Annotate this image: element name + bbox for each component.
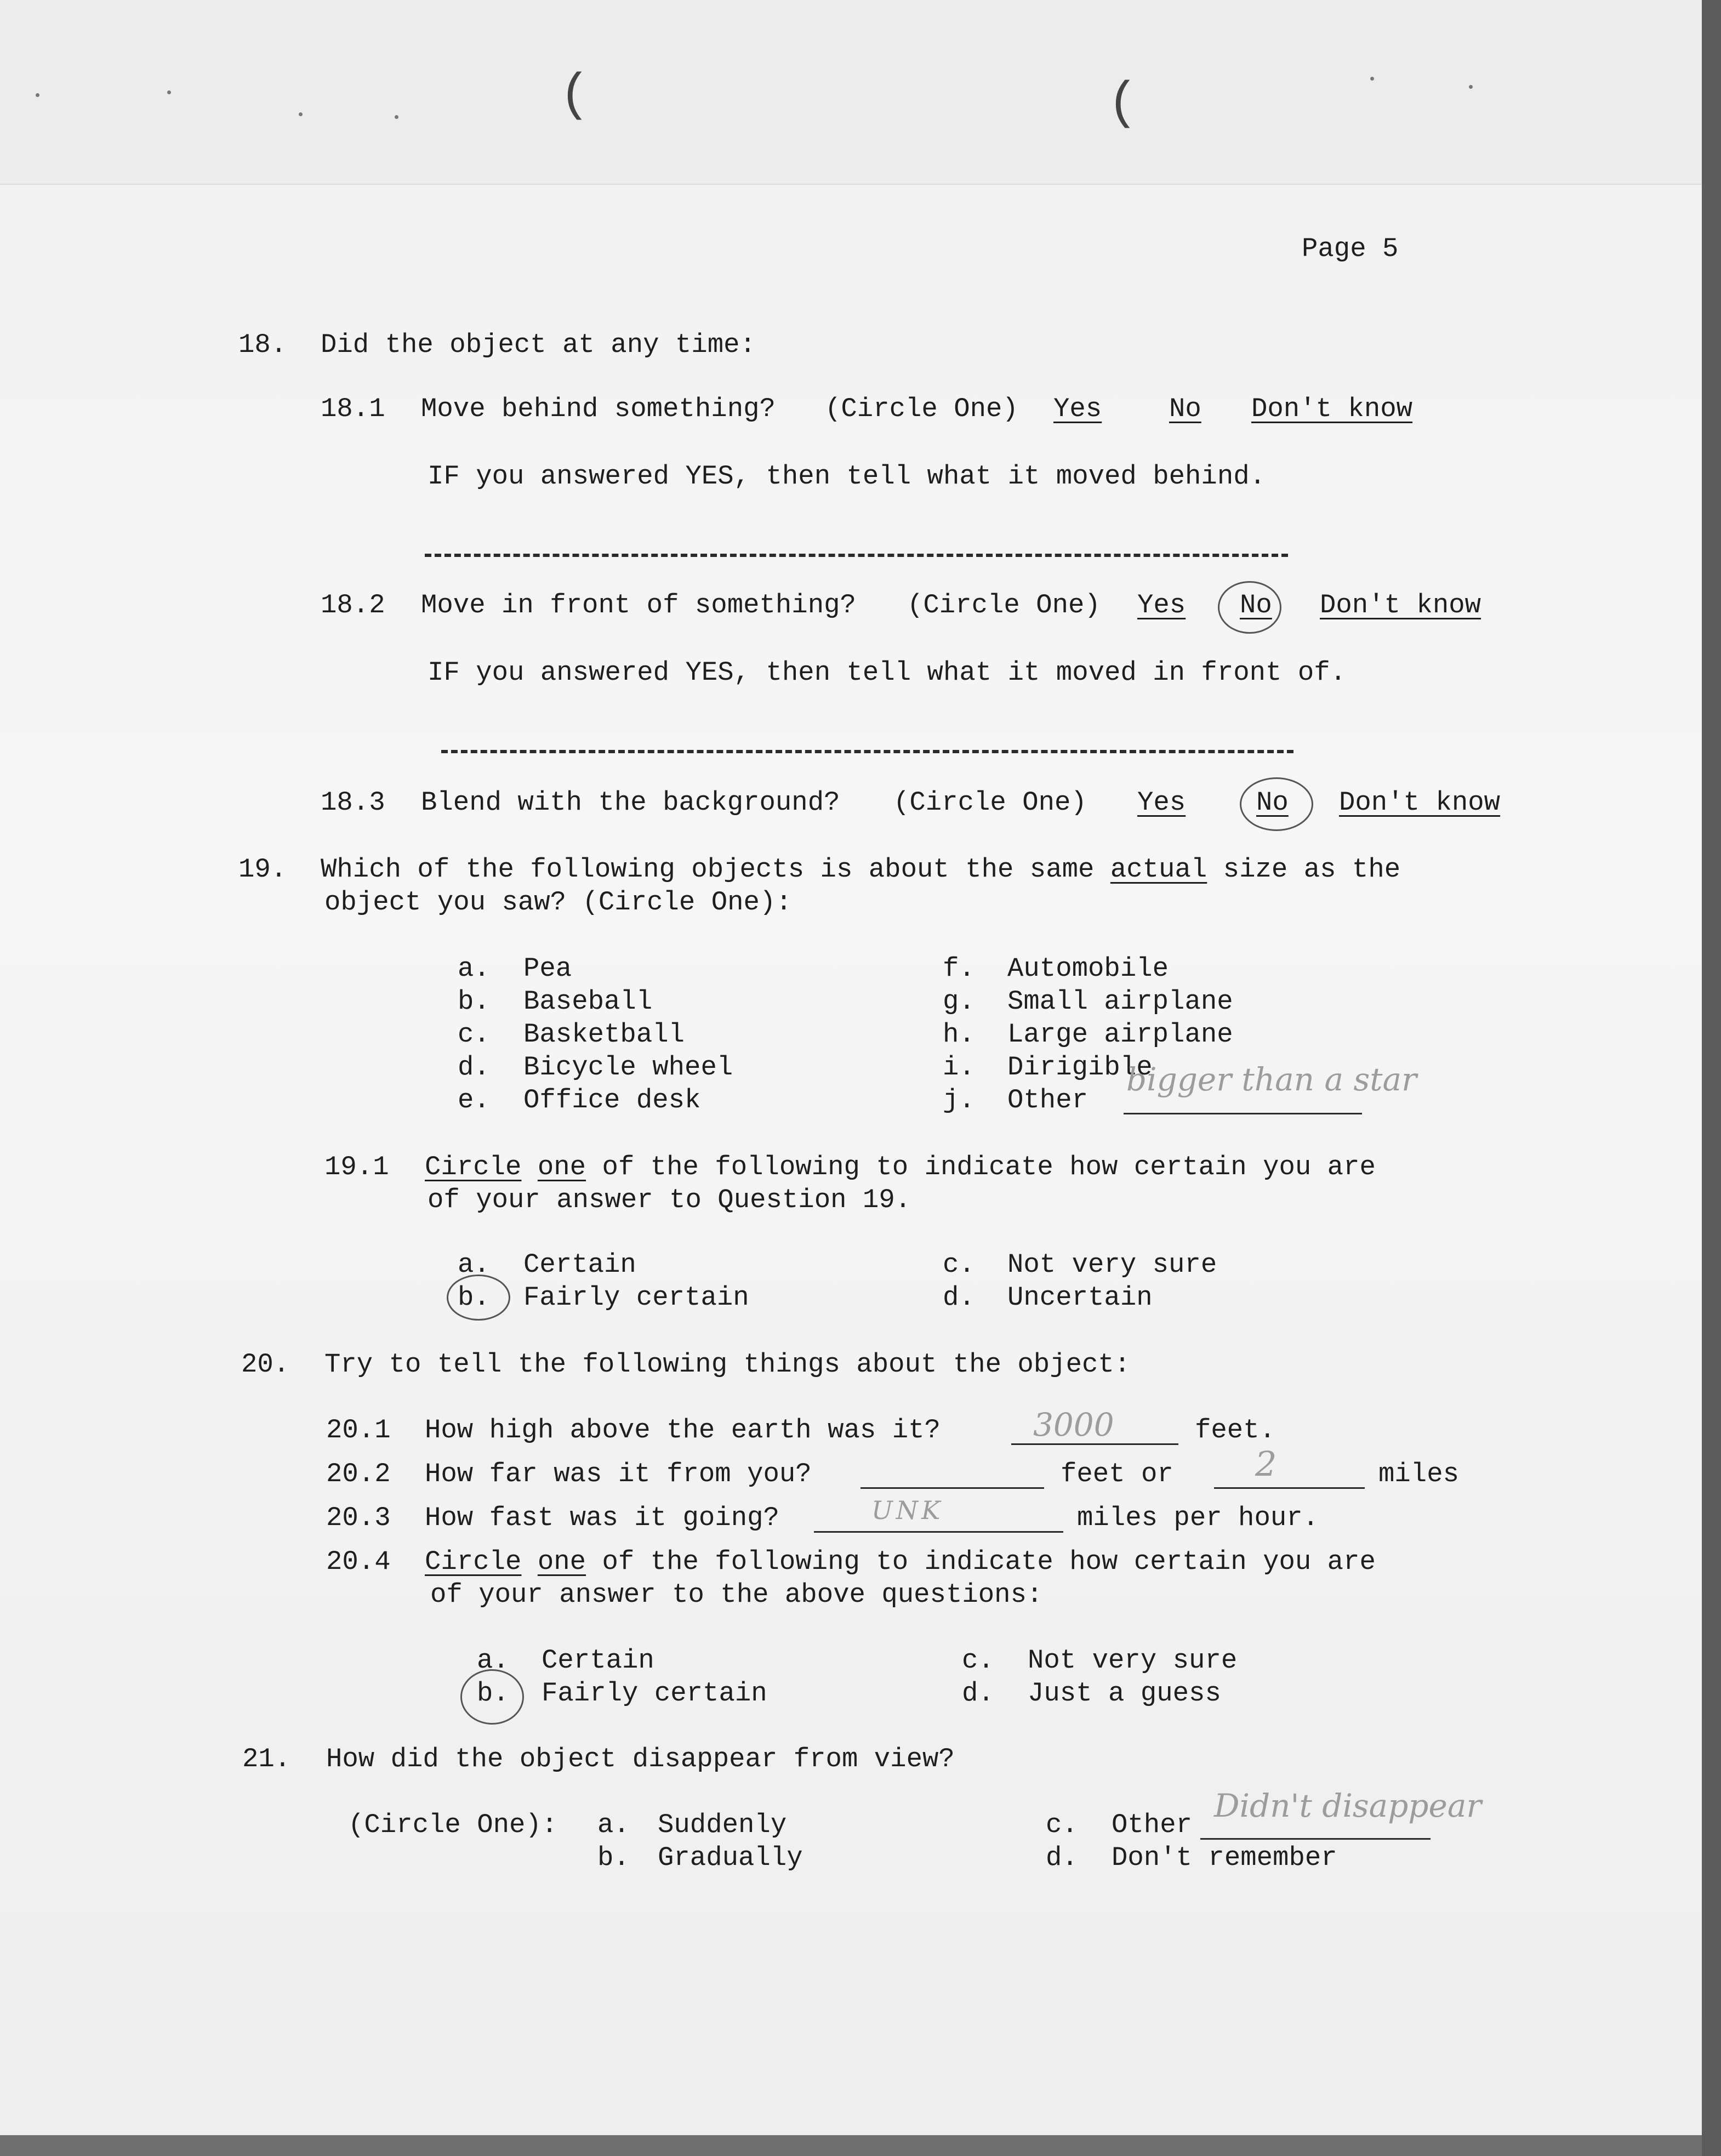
- q21-option-dont-remember[interactable]: Don't remember: [1112, 1842, 1337, 1873]
- q18-2-text: Move in front of something?: [421, 590, 856, 621]
- q19-option-large-airplane[interactable]: Large airplane: [1007, 1019, 1233, 1050]
- q19-text-line2: object you saw? (Circle One):: [324, 887, 792, 918]
- q19-option-letter: g.: [943, 986, 975, 1017]
- q19-1-b-circled-mark: [447, 1275, 510, 1321]
- q19-option-dirigible[interactable]: Dirigible: [1007, 1052, 1153, 1083]
- q21-option-other[interactable]: Other: [1112, 1810, 1193, 1840]
- q18-3-option-no[interactable]: No: [1256, 787, 1289, 818]
- q19-1-letter-c: c.: [943, 1249, 975, 1280]
- q19-1-letter-a: a.: [458, 1249, 490, 1280]
- q20-1-handwritten-answer: 3000: [1033, 1406, 1114, 1443]
- q18-number: 18.: [238, 329, 287, 360]
- punch-mark-left: (: [559, 66, 591, 125]
- q19-option-other[interactable]: Other: [1007, 1085, 1089, 1116]
- q20-2-text: How far was it from you?: [425, 1459, 812, 1489]
- q21-letter-b: b.: [597, 1842, 630, 1873]
- q21-other-handwritten-answer: Didn't disappear: [1214, 1787, 1482, 1824]
- bottom-edge: [0, 2135, 1721, 2156]
- q19-option-letter: h.: [943, 1019, 975, 1050]
- q18-2-option-no[interactable]: No: [1240, 590, 1272, 621]
- q20-4-option-not-very-sure[interactable]: Not very sure: [1028, 1645, 1238, 1676]
- q18-1-text: Move behind something?: [421, 394, 776, 424]
- q19-option-letter: a.: [458, 953, 490, 984]
- q19-other-answer-line[interactable]: [1124, 1113, 1362, 1114]
- q20-2-unit-miles: miles: [1378, 1459, 1460, 1489]
- q19-1-option-fairly-certain[interactable]: Fairly certain: [523, 1282, 749, 1313]
- q18-1-circle-instruction: (Circle One): [825, 394, 1018, 424]
- q21-letter-a: a.: [597, 1810, 630, 1840]
- q18-3-text: Blend with the background?: [421, 787, 840, 818]
- q19-1-number: 19.1: [324, 1152, 389, 1182]
- q19-option-small-airplane[interactable]: Small airplane: [1007, 986, 1233, 1017]
- q20-text: Try to tell the following things about the object:: [324, 1349, 1131, 1380]
- q20-1-text: How high above the earth was it?: [425, 1415, 941, 1446]
- right-edge: [1702, 0, 1721, 2156]
- speck: [299, 112, 303, 116]
- q19-1-text-line1: Circle one of the following to indicate how certain you are: [425, 1152, 1376, 1182]
- q20-2-unit-feet: feet or: [1061, 1459, 1173, 1489]
- q19-text-line1: Which of the following objects is about the same actual size as the: [321, 854, 1401, 885]
- q19-option-letter: c.: [458, 1019, 490, 1050]
- q19-1-letter-d: d.: [943, 1282, 975, 1313]
- q18-3-option-yes[interactable]: Yes: [1137, 787, 1186, 818]
- q20-1-answer-line[interactable]: [1011, 1443, 1178, 1445]
- q19-1-option-uncertain[interactable]: Uncertain: [1007, 1282, 1153, 1313]
- q21-text: How did the object disappear from view?: [326, 1744, 955, 1774]
- q18-1-option-dont-know[interactable]: Don't know: [1251, 394, 1413, 424]
- q20-number: 20.: [241, 1349, 290, 1380]
- q20-4-text-line2: of your answer to the above questions:: [430, 1579, 1043, 1610]
- q21-option-suddenly[interactable]: Suddenly: [658, 1810, 787, 1840]
- q21-number: 21.: [242, 1744, 291, 1774]
- q20-4-b-circled-mark: [460, 1669, 524, 1725]
- q20-3-number: 20.3: [326, 1503, 391, 1533]
- q19-option-basketball[interactable]: Basketball: [523, 1019, 685, 1050]
- q19-1-letter-b: b.: [458, 1282, 490, 1313]
- q20-3-text: How fast was it going?: [425, 1503, 779, 1533]
- q19-1-option-certain[interactable]: Certain: [523, 1249, 636, 1280]
- q21-other-answer-line[interactable]: [1200, 1838, 1431, 1840]
- page-number: Page 5: [1302, 234, 1399, 264]
- q21-option-gradually[interactable]: Gradually: [658, 1842, 803, 1873]
- q19-option-automobile[interactable]: Automobile: [1007, 953, 1169, 984]
- q20-2-number: 20.2: [326, 1459, 391, 1489]
- q21-circle-instruction: (Circle One):: [348, 1810, 558, 1840]
- q20-2-handwritten-answer: 2: [1255, 1444, 1277, 1484]
- q18-2-followup: IF you answered YES, then tell what it moved in front of.: [428, 657, 1347, 688]
- speck: [395, 115, 398, 119]
- q20-4-option-fairly-certain[interactable]: Fairly certain: [542, 1678, 767, 1709]
- q19-option-letter: f.: [943, 953, 975, 984]
- q19-option-letter: d.: [458, 1052, 490, 1083]
- q18-3-circle-instruction: (Circle One): [893, 787, 1087, 818]
- q20-4-letter-c: c.: [962, 1645, 994, 1676]
- q20-4-option-just-a-guess[interactable]: Just a guess: [1028, 1678, 1221, 1709]
- q19-option-bicycle-wheel[interactable]: Bicycle wheel: [523, 1052, 733, 1083]
- q20-4-number: 20.4: [326, 1546, 391, 1577]
- q18-1-option-no[interactable]: No: [1169, 394, 1201, 424]
- q19-1-text-line2: of your answer to Question 19.: [428, 1185, 911, 1215]
- q20-3-handwritten-answer: UNK: [871, 1495, 944, 1525]
- q19-option-letter: i.: [943, 1052, 975, 1083]
- speck: [1370, 77, 1374, 81]
- q18-3-number: 18.3: [321, 787, 385, 818]
- q19-option-letter: e.: [458, 1085, 490, 1116]
- speck: [1469, 85, 1473, 89]
- punch-mark-right: (: [1107, 74, 1139, 133]
- q20-2-feet-answer-line[interactable]: [861, 1487, 1044, 1489]
- q20-2-miles-answer-line[interactable]: [1214, 1487, 1365, 1489]
- q20-3-unit: miles per hour.: [1077, 1503, 1319, 1533]
- q20-4-text-line1: Circle one of the following to indicate how certain you are: [425, 1546, 1376, 1577]
- q19-option-pea[interactable]: Pea: [523, 953, 572, 984]
- q18-2-option-yes[interactable]: Yes: [1137, 590, 1186, 621]
- q20-3-answer-line[interactable]: [814, 1531, 1063, 1533]
- q19-number: 19.: [238, 854, 287, 885]
- q18-3-no-circled-mark: [1240, 777, 1313, 831]
- q21-letter-d: d.: [1046, 1842, 1078, 1873]
- q19-option-office-desk[interactable]: Office desk: [523, 1085, 701, 1116]
- q19-other-handwritten-answer: bigger than a star: [1126, 1061, 1417, 1098]
- q19-option-letter: b.: [458, 986, 490, 1017]
- q20-4-option-certain[interactable]: Certain: [542, 1645, 654, 1676]
- q19-1-option-not-very-sure[interactable]: Not very sure: [1007, 1249, 1217, 1280]
- speck: [36, 93, 39, 97]
- q18-2-number: 18.2: [321, 590, 385, 621]
- q18-1-answer-line[interactable]: [425, 554, 1288, 557]
- q18-2-answer-line[interactable]: [441, 750, 1293, 753]
- q19-option-baseball[interactable]: Baseball: [523, 986, 653, 1017]
- q18-2-no-circled-mark: [1218, 581, 1281, 634]
- q20-4-letter-d: d.: [962, 1678, 994, 1709]
- q21-letter-c: c.: [1046, 1810, 1078, 1840]
- q18-3-option-dont-know[interactable]: Don't know: [1339, 787, 1501, 818]
- q18-text: Did the object at any time:: [321, 329, 756, 360]
- q18-2-circle-instruction: (Circle One): [907, 590, 1101, 621]
- q19-option-letter: j.: [943, 1085, 975, 1116]
- q18-1-number: 18.1: [321, 394, 385, 424]
- q18-1-option-yes[interactable]: Yes: [1053, 394, 1102, 424]
- q18-1-followup: IF you answered YES, then tell what it moved behind.: [428, 461, 1266, 492]
- speck: [167, 90, 171, 94]
- q18-2-option-dont-know[interactable]: Don't know: [1320, 590, 1481, 621]
- q20-1-unit: feet.: [1195, 1415, 1276, 1446]
- top-margin: [0, 0, 1702, 185]
- q20-4-letter-b: b.: [477, 1678, 509, 1709]
- q20-4-letter-a: a.: [477, 1645, 509, 1676]
- q20-1-number: 20.1: [326, 1415, 391, 1446]
